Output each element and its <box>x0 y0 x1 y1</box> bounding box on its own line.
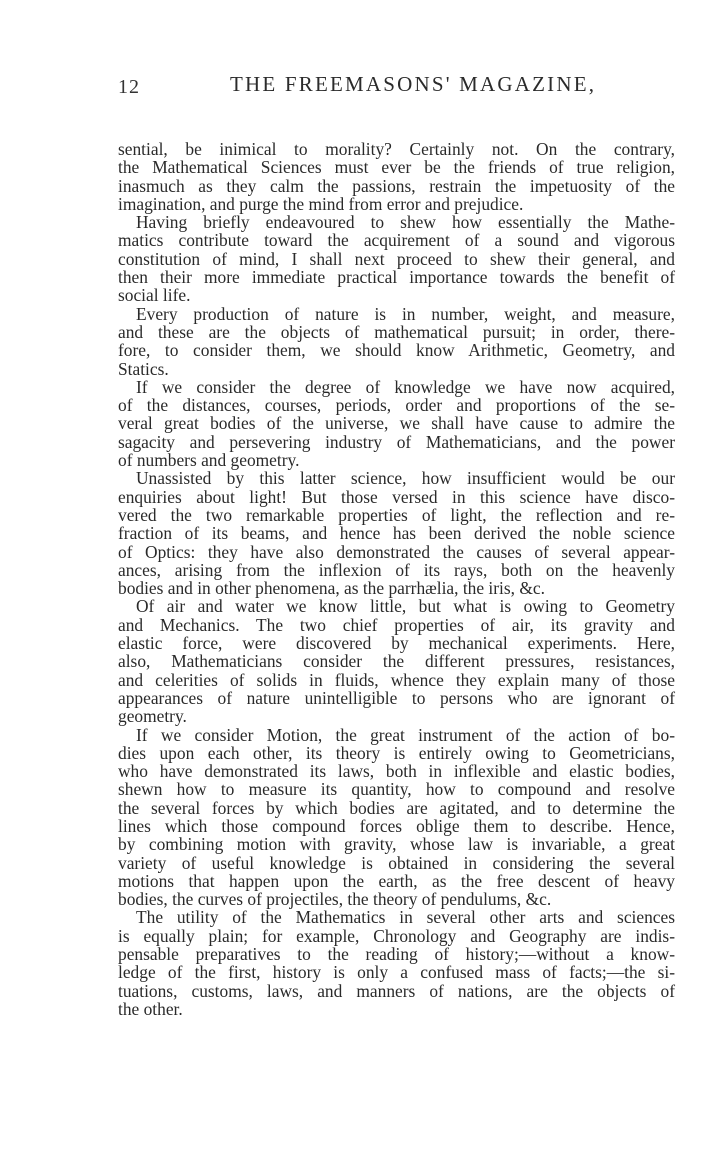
text-line: imagination, and purge the mind from error and prejudice. <box>118 193 524 214</box>
text-line: Having briefly endeavoured to shew how essentially the Mathe- <box>136 212 675 233</box>
body-text <box>118 140 675 1018</box>
text-line: sential, be inimical to morality? Certainly not. On the contrary, <box>118 139 675 159</box>
text-line: sagacity and persevering industry of Mathematicians, and the power <box>118 431 675 452</box>
text-line: social life. <box>118 285 191 306</box>
text-line: pensable preparatives to the reading of history;—without a know- <box>118 944 675 965</box>
text-line: Every production of nature is in number, weight, and measure, <box>136 303 675 324</box>
text-line: by combining motion with gravity, whose law is invariable, a great <box>118 834 675 855</box>
text-line: The utility of the Mathematics in several other arts and sciences <box>136 907 675 928</box>
text-line: Statics. <box>118 358 169 379</box>
text-line: and Mechanics. The two chief properties of air, its gravity and <box>118 614 675 635</box>
text-line: Unassisted by this latter science, how insufficient would be our <box>136 468 675 489</box>
text-line: veral great bodies of the universe, we shall have cause to admire the <box>118 413 675 434</box>
text-line: Of air and water we know little, but what is owing to Geometry <box>136 596 675 617</box>
text-line: the Mathematical Sciences must ever be the friends of true religion, <box>118 157 675 178</box>
text-line: the other. <box>118 998 183 1019</box>
text-line: bodies, the curves of projectiles, the theory of pendulums, &c. <box>118 889 552 910</box>
text-line: bodies and in other phenomena, as the parrhælia, the iris, &c. <box>118 578 545 599</box>
text-line: enquiries about light! But those versed in this science have disco- <box>118 486 675 507</box>
text-line: of numbers and geometry. <box>118 450 300 471</box>
text-line: tuations, customs, laws, and manners of nations, are the objects of <box>118 980 675 1001</box>
text-line: appearances of nature unintelligible to persons who are ignorant of <box>118 687 675 708</box>
text-line: of Optics: they have also demonstrated the causes of several appear- <box>118 541 675 562</box>
text-line: is equally plain; for example, Chronology and Geography are indis- <box>118 925 675 946</box>
text-line: constitution of mind, I shall next proceed to shew their general, and <box>118 248 675 269</box>
text-line: then their more immediate practical importance towards the benefit of <box>118 267 675 288</box>
text-line: ledge of the first, history is only a confused mass of facts;—the si- <box>118 962 675 983</box>
text-line: geometry. <box>118 706 187 727</box>
text-line: ances, arising from the inflexion of its rays, both on the heavenly <box>118 559 675 580</box>
text-line: also, Mathematicians consider the different pressures, resistances, <box>118 651 675 672</box>
text-line: and these are the objects of mathematical pursuit; in order, there- <box>118 321 675 342</box>
page-number: 12 <box>118 76 140 98</box>
text-line: shewn how to measure its quantity, how to compound and resolve <box>118 779 675 800</box>
text-line: who have demonstrated its laws, both in inflexible and elastic bodies, <box>118 761 675 782</box>
text-line: motions that happen upon the earth, as the free descent of heavy <box>118 870 675 891</box>
text-line: If we consider the degree of knowledge we have now acquired, <box>136 376 675 397</box>
text-line: fore, to consider them, we should know Arithmetic, Geometry, and <box>118 340 675 361</box>
text-line: of the distances, courses, periods, order and proportions of the se- <box>118 395 675 416</box>
text-line: variety of useful knowledge is obtained in considering the several <box>118 852 675 873</box>
text-line: If we consider Motion, the great instrument of the action of bo- <box>136 724 675 745</box>
text-line: lines which those compound forces oblige them to describe. Hence, <box>118 815 675 836</box>
text-line: fraction of its beams, and hence has been derived the noble science <box>118 523 675 544</box>
text-line: vered the two remarkable properties of light, the reflection and re- <box>118 504 675 525</box>
text-line: elastic force, were discovered by mechanical experiments. Here, <box>118 633 675 654</box>
text-line: inasmuch as they calm the passions, restrain the impetuosity of the <box>118 175 675 196</box>
text-line: the several forces by which bodies are agitated, and to determine the <box>118 797 675 818</box>
running-head <box>118 72 678 102</box>
text-line: matics contribute toward the acquirement of a sound and vigorous <box>118 230 675 251</box>
journal-title: THE FREEMASONS' MAGAZINE, <box>230 72 597 96</box>
text-line: and celerities of solids in fluids, whence they explain many of those <box>118 669 675 690</box>
text-line: dies upon each other, its theory is entirely owing to Geometricians, <box>118 742 675 763</box>
